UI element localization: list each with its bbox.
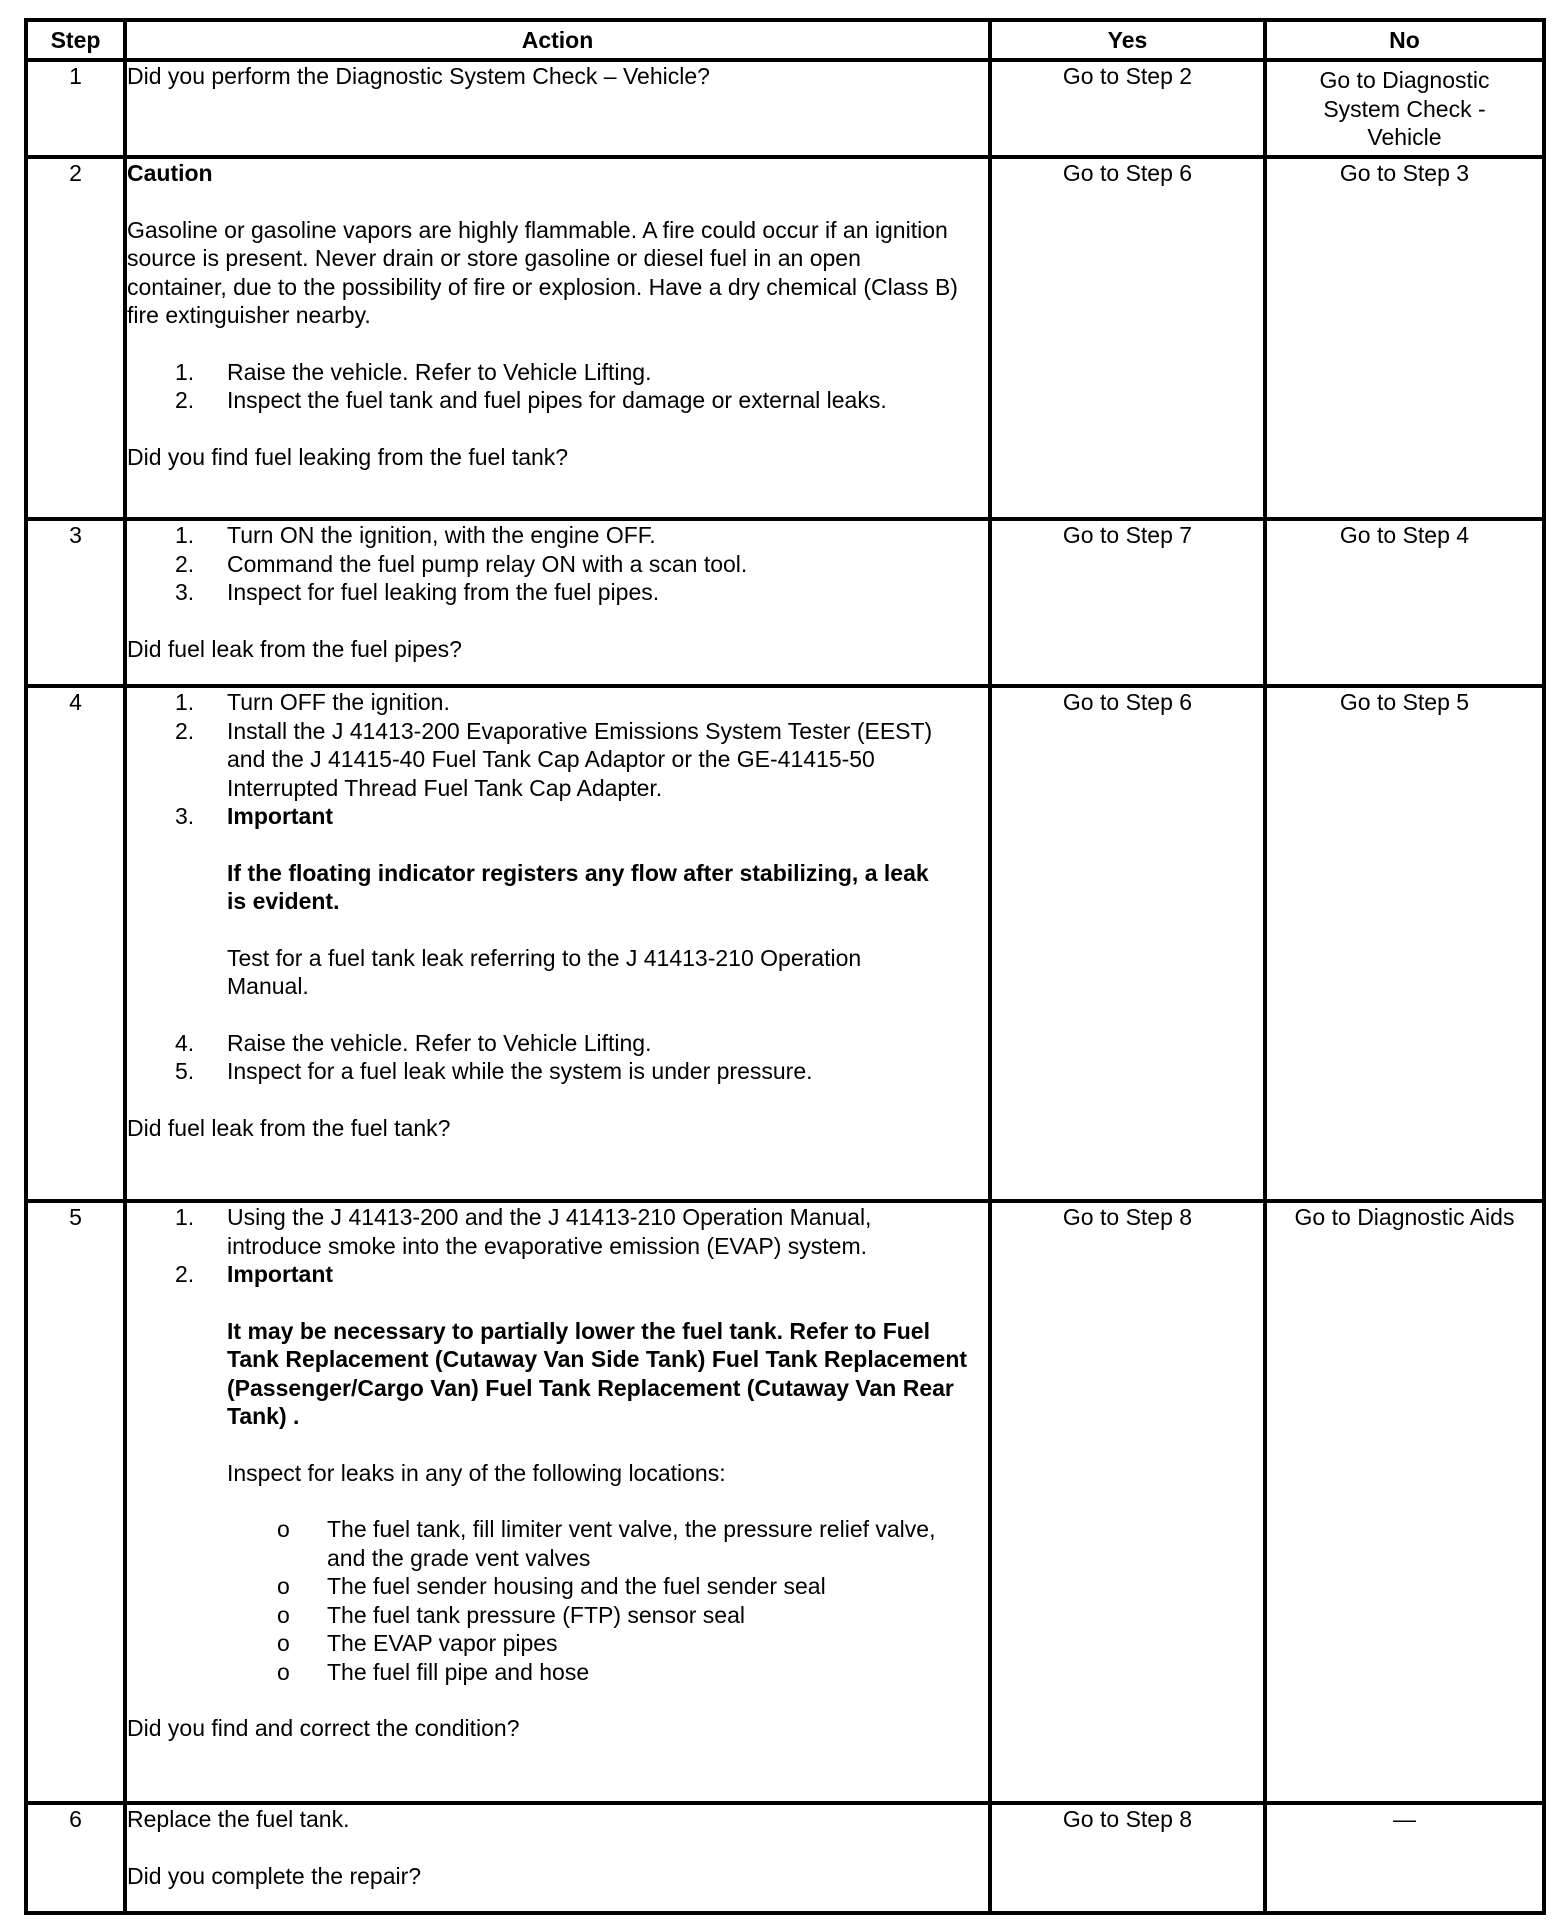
table-row — [26, 519, 1544, 686]
list-item: 2. Inspect the fuel tank and fuel pipes for damage or external leaks. — [175, 387, 887, 413]
yes-cell: Go to Step 8 — [990, 1803, 1265, 1913]
action-cell — [125, 157, 990, 519]
action-cell — [125, 519, 990, 686]
list-item: 2. Install the J 41413-200 Evaporative Emissions System Tester (EEST) and the J 41415-40 Fuel Tank Cap Adaptor or the GE-41415-50 Interrupted Thread Fuel Tank Cap Adapter. — [175, 717, 933, 801]
action-cell — [125, 60, 990, 157]
instruction-list — [127, 358, 988, 415]
list-item: 1. Raise the vehicle. Refer to Vehicle Lifting. — [175, 358, 652, 385]
location-list — [127, 1515, 988, 1686]
yes-cell: Go to Step 8 — [990, 1201, 1265, 1803]
inspect-instruction: Inspect for leaks in any of the following locations: — [227, 1459, 726, 1486]
list-item: 2. Command the fuel pump relay ON with a scan tool. — [175, 550, 748, 577]
no-cell: Go to Diagnostic System Check - Vehicle — [1265, 60, 1544, 157]
step-number: 1 — [26, 60, 125, 157]
table-row — [26, 1201, 1544, 1803]
step-number: 4 — [26, 686, 125, 1201]
header-action: Action — [125, 20, 990, 60]
header-step: Step — [26, 20, 125, 60]
yes-cell: Go to Step 6 — [990, 686, 1265, 1201]
list-item: o The fuel tank pressure (FTP) sensor seal — [277, 1601, 745, 1628]
action-cell — [125, 1803, 990, 1913]
list-item: 2. Important It may be necessary to partially lower the fuel tank. Refer to Fuel Tank Replacement (Cutaway Van Side Tank) Fuel Tank Replacement (Passenger/Cargo Van) Fuel Tank Replacement (Cutaway Van Rear Tank) . Inspect for leaks in any of the following locations: — [175, 1261, 968, 1486]
action-cell — [125, 1201, 990, 1803]
step-number: 5 — [26, 1201, 125, 1803]
question: Did you perform the Diagnostic System Check – Vehicle? — [127, 63, 710, 89]
caution-text: Gasoline or gasoline vapors are highly flammable. A fire could occur if an ignition source is present. Never drain or store gasoline or diesel fuel in an open container, due to the possibility of fire or explosion. Have a dry chemical (Class B) fire extinguisher nearby. — [127, 216, 958, 328]
instruction-list — [127, 1203, 988, 1515]
list-item: o The fuel fill pipe and hose — [277, 1658, 590, 1685]
important-note: It may be necessary to partially lower the fuel tank. Refer to Fuel Tank Replacement (Cutaway Van Side Tank) Fuel Tank Replacement (Passenger/Cargo Van) Fuel Tank Replacement (Cutaway Van Rear Tank) . — [227, 1317, 968, 1429]
action-cell — [125, 686, 990, 1201]
table-row — [26, 1803, 1544, 1913]
no-cell: Go to Diagnostic Aids — [1265, 1201, 1544, 1803]
no-cell: Go to Step 5 — [1265, 686, 1544, 1201]
diagnostic-table — [24, 18, 1546, 1915]
list-item: 4. Raise the vehicle. Refer to Vehicle Lifting. — [175, 1029, 652, 1056]
step-number: 2 — [26, 157, 125, 519]
question: Did you find fuel leaking from the fuel tank? — [127, 443, 569, 470]
action-text: Replace the fuel tank. — [127, 1806, 350, 1832]
question: Did you find and correct the condition? — [127, 1715, 520, 1741]
question: Did fuel leak from the fuel tank? — [127, 1114, 451, 1141]
instruction-list — [127, 688, 988, 1086]
yes-cell: Go to Step 2 — [990, 60, 1265, 157]
list-item: 1. Using the J 41413-200 and the J 41413-210 Operation Manual, introduce smoke into the evaporative emission (EVAP) system. — [175, 1204, 872, 1259]
list-item: o The fuel sender housing and the fuel sender seal — [277, 1573, 826, 1599]
header-no: No — [1265, 20, 1544, 60]
important-note: If the floating indicator registers any flow after stabilizing, a leak is evident. — [227, 859, 929, 914]
no-cell: — — [1265, 1803, 1544, 1913]
list-item: o The fuel tank, fill limiter vent valve, the pressure relief valve, and the grade vent valves — [277, 1516, 936, 1571]
list-item: 1. Turn ON the ignition, with the engine OFF. — [175, 522, 656, 548]
table-row — [26, 686, 1544, 1201]
yes-cell: Go to Step 7 — [990, 519, 1265, 686]
list-item: 5. Inspect for a fuel leak while the system is under pressure. — [175, 1058, 813, 1084]
table-row — [26, 60, 1544, 157]
list-item: o The EVAP vapor pipes — [277, 1630, 558, 1656]
step-number: 3 — [26, 519, 125, 686]
question: Did fuel leak from the fuel pipes? — [127, 635, 462, 662]
list-item: 1. Turn OFF the ignition. — [175, 689, 450, 715]
header-row — [26, 20, 1544, 60]
caution-title: Caution — [127, 160, 213, 186]
instruction-list — [127, 521, 988, 607]
step-number: 6 — [26, 1803, 125, 1913]
header-yes: Yes — [990, 20, 1265, 60]
test-instruction: Test for a fuel tank leak referring to the J 41413-210 Operation Manual. — [227, 944, 862, 999]
question: Did you complete the repair? — [127, 1862, 422, 1889]
yes-cell: Go to Step 6 — [990, 157, 1265, 519]
no-cell: Go to Step 4 — [1265, 519, 1544, 686]
list-item: 3. Important If the floating indicator registers any flow after stabilizing, a leak is evident. Test for a fuel tank leak referring to the J 41413-210 Operation Manual. — [127, 802, 938, 1029]
list-item: 3. Inspect for fuel leaking from the fuel pipes. — [175, 579, 660, 605]
no-cell: Go to Step 3 — [1265, 157, 1544, 519]
table-row — [26, 157, 1544, 519]
